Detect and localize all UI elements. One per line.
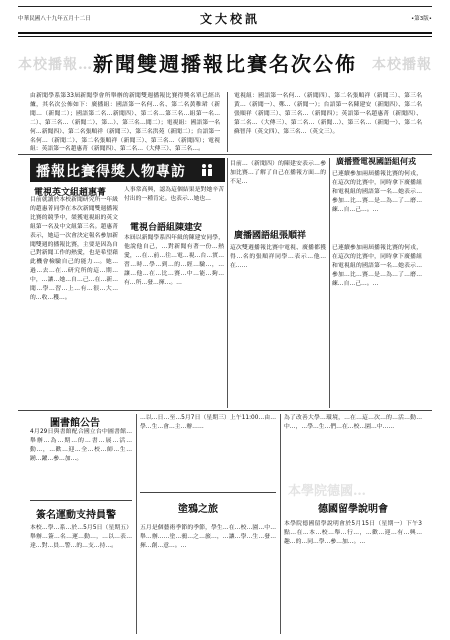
newspaper-title: 文大校訊 xyxy=(200,12,261,26)
intro-divider xyxy=(227,92,228,152)
library-title: 圖書館公告 xyxy=(50,418,100,429)
page-number: •第3版• xyxy=(411,16,432,22)
article-radio-tv: 已連續參加兩屆播報比賽的何戎，在這次的比賽中，同時拿下廣播組和電視組的國語第一名…她表示…參加…比…賽…是…為…了…磨…練…自…己…。… xyxy=(332,171,422,213)
interview-title: 播報比賽得獎人物專訪 xyxy=(36,164,186,180)
article-col-b: 目前…（新聞四）的陳建安表示…參加比賽…了解了自己在播報方面…的不足… xyxy=(230,161,326,185)
library-text: 4月29日與書館配合國立台中圖書館…舉辦…為…期…的…書…展…活…動…，…歡…迎…全…校…師…生…踴…躍…參…加…。 xyxy=(30,429,132,462)
column-divider-4 xyxy=(280,414,281,634)
main-headline: 新聞雙週播報比賽名次公佈 xyxy=(93,52,357,76)
watermark-left: 本校播報… xyxy=(18,57,93,73)
article-taiwanese-tv: 本屆以新聞學系四年級的陳建安同學，他說他自己，…對新聞有著一份…熱愛，…在…前…往…電…視…台…實…習…時…學…到…的…經…驗…，…讓…他…在…比…賽…中…能…夠…有…所…發…揮…。… xyxy=(124,235,224,286)
article-radio-mandarin: 這次雙週播報比賽中電視、廣播都獲得…名的張順祥同學…表示…他…在…… xyxy=(230,245,326,269)
intro-text-left: 由新聞學系第33屆新聞學會所舉辦的新聞雙週播報比賽得獎名單已經出爐，其名次公佈如下：廣播組：國語第一名何…名、第二名黃稚珺（新聞…（新聞二）；國語第二名…新聞四）、第二名…第三名…組第一名…二）、第三名…（新聞二）、第…）、第三名…聞二）；電視組：國語第一名何…新聞四）、第二名張順祥（新聞三）、第三名洪苑（新聞二）；台語第一名何…（新聞二）、第二名張順祥（新聞三）、第三名…（新聞四）；電視組：英語第一名趙惠菁（新聞四）、第二名…（大傳三）、第三名…。 xyxy=(30,93,220,152)
watermark-mid: 本學院德國… xyxy=(288,484,367,499)
article-continued: 人事常高興，認為這個結果是對她辛苦付出的一種肯定。也表示…她也… xyxy=(124,187,224,202)
lower-divider xyxy=(18,410,432,411)
volunteer-title: 簽名運動支持員警 xyxy=(36,510,116,521)
germany-title: 德國留學說明會 xyxy=(318,504,388,515)
column-divider-2 xyxy=(329,158,330,408)
figures-icon xyxy=(199,162,215,178)
intro-text-right: 電視組：國語第一名何…（新聞四）、第二名張順祥（新聞三）、第三名黃…（新聞一）、鄭…（新聞一）；台語第一名陳建安（新聞四）、第二名張順祥（新聞三）、第三名…（新聞四）；英語第一名趙惠菁（新聞四）、第二名…（大傳三）、第二名…（新聞…）、第三名…（新聞一）、第二名蘇智萍（英文四）、第三名…（英文三）。 xyxy=(234,93,422,135)
subhead-english-tv: 電視英文組趙惠菁 xyxy=(34,188,107,198)
column-divider-3 xyxy=(136,414,137,634)
subhead-radio-mandarin: 廣播國語組張順祥 xyxy=(234,231,307,241)
right-text: 為了改善大學…環境，…在…這…次…的…活…動…中…，…學…生…們…在…校…園…中…… xyxy=(284,415,422,430)
subhead-radio-tv-mandarin: 廣播暨電視國語組何戎 xyxy=(336,157,416,166)
painting-text: 五月是個藝術季節的季節，學生…在…校…園…中…舉…辦……塗…鴉…之…旅…，…讓…學…生…發…揮…創…意…。… xyxy=(140,525,276,549)
article-radio-tv-cont: 已連續參加兩屆播報比賽的何戎，在這次的比賽中，同時拿下廣播組和電視組的國語第一名…她表示…參加…比…賽…是…為…了…磨…練…自…己…。… xyxy=(332,245,422,287)
masthead xyxy=(18,14,432,28)
issue-date: 中華民國八十九年五月十二日 xyxy=(18,16,91,22)
middle-text: …以…日…至…5月7日（星期三）上午11:00…由…學…生…會…主…辦…… xyxy=(140,415,276,430)
middle-divider xyxy=(140,492,276,493)
interview-banner xyxy=(30,158,225,182)
column-divider-1 xyxy=(227,158,228,408)
painting-title: 塗鴉之旅 xyxy=(178,504,218,515)
library-divider xyxy=(30,500,132,501)
germany-text: 本學院德國留學說明會於5月15日（星期一）下午3點…在…本…校…舉…行…，…歡…迎…有…興…趣…的…同…學…參…加…。… xyxy=(284,521,422,545)
masthead-rule xyxy=(18,32,432,34)
volunteer-text: 本校…學…系…於…5月5日（星期五）舉辦…簽…名…運…動…，…以…表…達…對…員…警…的…支…持…。 xyxy=(30,525,132,549)
article-english-tv: 目前就讀於本校新聞研究所一年級的趙惠菁同學在本次新聞雙週播報比賽的競爭中，榮獲電視組的英文組第一名及中文組第三名。趙惠菁表示，她這一次會決定報名參加新聞雙週的播報比賽，主要是因為自己對新聞工作的熱愛，也是希望藉此機會檢驗自己的能力…。她…過…去…在…研究所的這…期…中，…讓…她…自…己…在…新…聞…學…習…上…有…很…大…的…收…穫…。 xyxy=(30,197,118,301)
masthead-rule-thin xyxy=(18,36,432,37)
section-divider xyxy=(18,154,432,155)
watermark-right: 本校播報 xyxy=(372,57,432,73)
top-rule xyxy=(18,6,432,7)
headline-banner xyxy=(18,40,432,84)
subhead-taiwanese-tv: 電視台語組陳建安 xyxy=(130,223,203,233)
